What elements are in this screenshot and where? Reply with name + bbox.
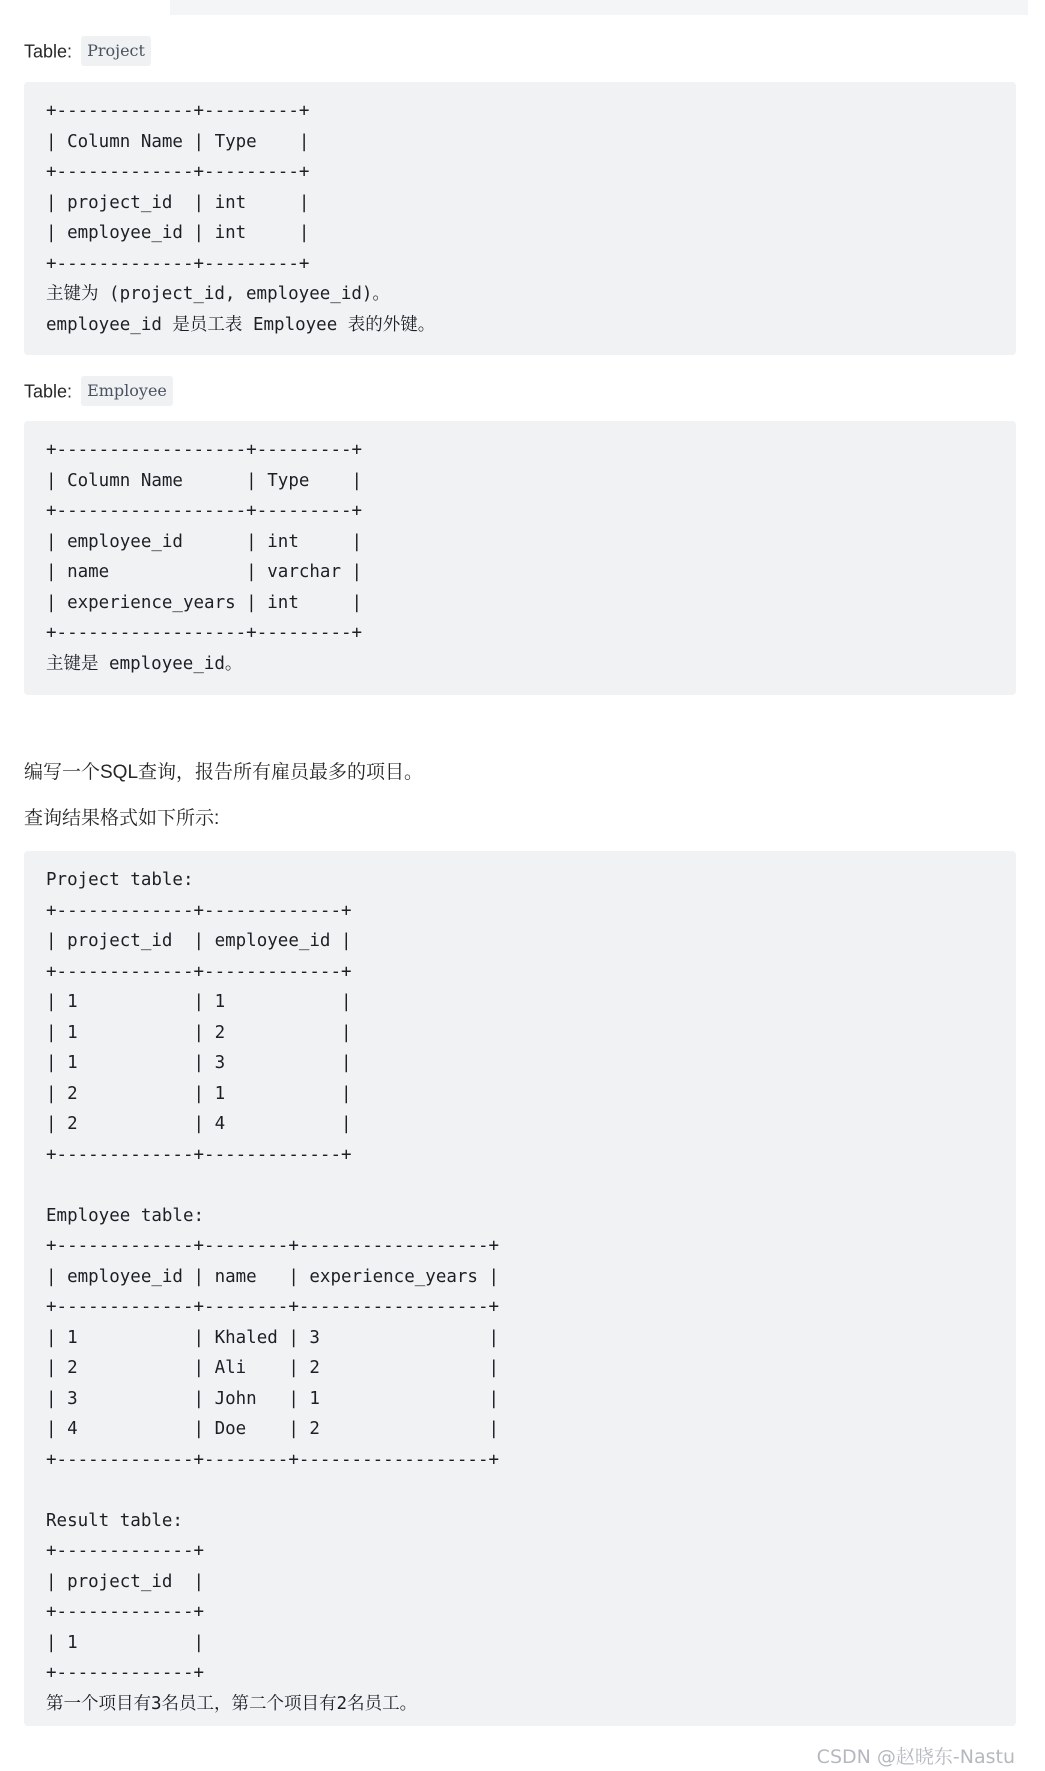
table-label-prefix: Table: [24, 381, 73, 402]
project-primary-key-note: 主键为 (project_id, employee_id)。 [46, 284, 390, 304]
previous-code-block-edge [170, 0, 1028, 15]
employee-schema-block [24, 421, 1016, 695]
project-schema-text: +-------------+---------+ | Column Name | Type | +-------------+---------+ | project_id | int | | employee_id | int | +-------------+---------+ [46, 101, 310, 274]
csdn-watermark: CSDN @赵晓东-Nastu [816, 1746, 1015, 1768]
table-name-code: Project [81, 36, 151, 66]
project-foreign-key-note: employee_id 是员工表 Employee 表的外键。 [46, 314, 436, 335]
example-explanation-note: 第一个项目有3名员工，第二个项目有2名员工。 [46, 1693, 418, 1714]
employee-table-label [24, 376, 173, 404]
example-block [24, 851, 1016, 1726]
format-intro-text: 查询结果格式如下所示: [24, 808, 220, 829]
table-name-code: Employee [81, 376, 173, 406]
employee-schema-text: +------------------+---------+ | Column Name | Type | +------------------+---------+ | employee_id | int | | name | varchar | | experience_years | int | +------------------+---------+ [46, 440, 363, 643]
project-schema-block [24, 82, 1016, 355]
project-table-label [24, 36, 151, 64]
employee-primary-key-note: 主键是 employee_id。 [46, 653, 243, 674]
question-text: 编写一个SQL查询，报告所有雇员最多的项目。 [24, 762, 424, 783]
example-tables-text: Project table: +-------------+-------------+ | project_id | employee_id | +-------------+-------------+ | 1 | 1 | | 1 | 2 | | 1 | 3 | | 2 | 1 | | 2 | 4 | +-------------+-------------+ Employee table: +-------------+--------+------------------+ | employee_id | name | experience_years | +-------------+--------+------------------+ | 1 | Khaled | 3 | | 2 | Ali | 2 | | 3 | John | 1 | | 4 | Doe | 2 | +-------------+--------+------------------+ Result table: +-------------+ | project_id | +-------------+ | 1 | +-------------+ [46, 870, 500, 1683]
table-label-prefix: Table: [24, 41, 73, 62]
